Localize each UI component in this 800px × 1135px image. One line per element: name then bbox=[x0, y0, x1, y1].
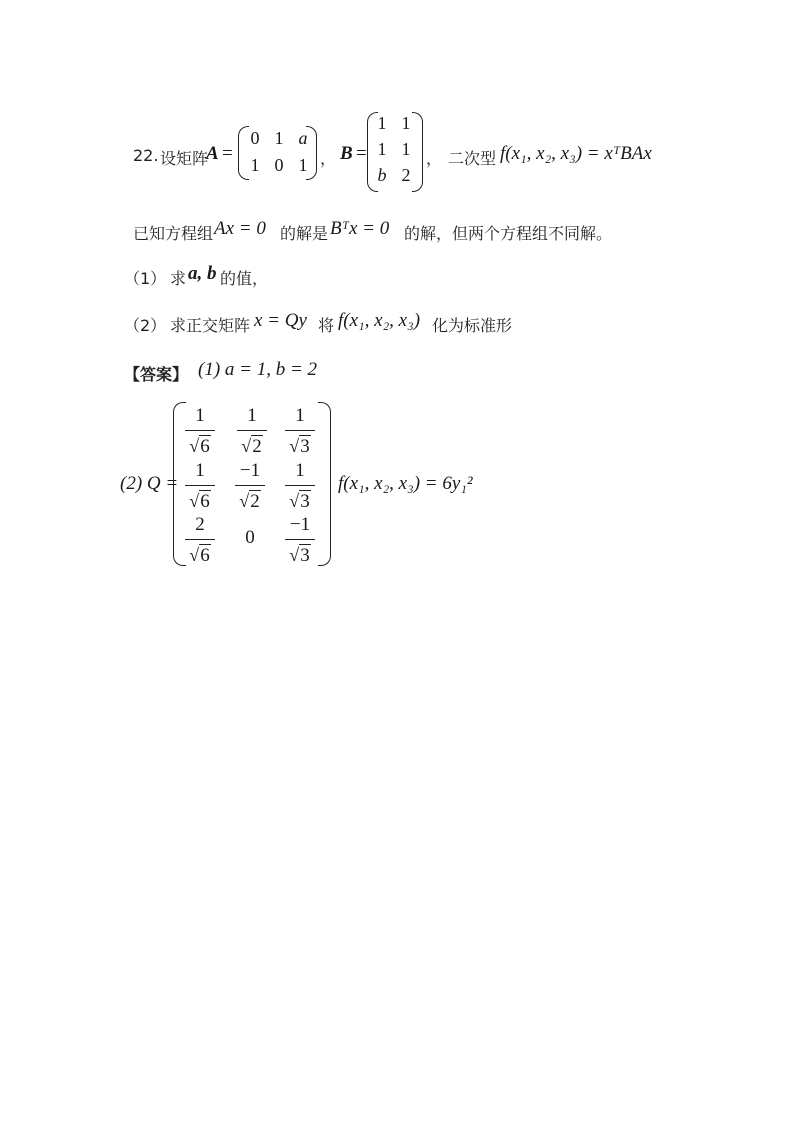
standard-form: f(x₁, x₂, x₃) = 6y₁² bbox=[338, 473, 473, 494]
condition-mid: 的解是 bbox=[280, 224, 329, 243]
matrix-b-cell: 1 bbox=[401, 139, 411, 159]
right-paren bbox=[318, 402, 331, 566]
part1-vars: a, b bbox=[188, 263, 217, 284]
q-matrix-entry: −1 √2 bbox=[226, 459, 274, 514]
part2-suffix: 化为标准形 bbox=[432, 316, 513, 335]
q-matrix-entry: 1 √6 bbox=[176, 459, 224, 514]
matrix-b-cell: 1 bbox=[377, 113, 387, 133]
comma: ， bbox=[320, 149, 337, 168]
matrix-b-cell: 2 bbox=[401, 165, 411, 185]
quadratic-label: 二次型 bbox=[448, 149, 497, 168]
quadratic-form: f(x₁, x₂, x₃) = xᵀBAx bbox=[500, 143, 652, 164]
matrix-b-cell: 1 bbox=[377, 139, 387, 159]
q-matrix-entry: 1 √3 bbox=[276, 459, 324, 514]
condition-prefix: 已知方程组 bbox=[133, 224, 214, 243]
q-matrix-entry: −1 √3 bbox=[276, 513, 324, 568]
part1-text: 求 bbox=[170, 269, 187, 288]
matrix-b-name: B bbox=[340, 143, 353, 164]
matrix-a-cell: 1 bbox=[250, 155, 260, 175]
problem-number: 22. bbox=[133, 146, 159, 165]
part2-function: f(x₁, x₂, x₃) bbox=[338, 310, 421, 331]
part2-text: 求正交矩阵 bbox=[170, 316, 251, 335]
part1-number: （1） bbox=[124, 269, 167, 288]
condition-eq2: Bᵀx = 0 bbox=[330, 218, 390, 239]
condition-suffix: 的解，但两个方程组不同解。 bbox=[404, 224, 613, 243]
matrix-a-cell: 0 bbox=[250, 128, 260, 148]
answer-part2-prefix: (2) Q = bbox=[120, 473, 179, 494]
matrix-b-cell: 1 bbox=[401, 113, 411, 133]
q-matrix-entry: 1 √6 bbox=[176, 404, 224, 459]
part2-number: （2） bbox=[124, 316, 167, 335]
matrix-a-cell: 0 bbox=[274, 155, 284, 175]
problem-intro: 设矩阵 bbox=[160, 149, 209, 168]
answer-part1: (1) a = 1, b = 2 bbox=[198, 359, 318, 380]
q-matrix-entry: 1 √2 bbox=[228, 404, 276, 459]
q-matrix-entry: 2 √6 bbox=[176, 513, 224, 568]
equals-sign: = bbox=[356, 143, 367, 164]
matrix-a-cell: a bbox=[298, 128, 308, 148]
comma: ， bbox=[426, 149, 443, 168]
right-paren bbox=[306, 126, 317, 180]
part1-suffix: 的值， bbox=[220, 269, 269, 288]
equals-sign: = bbox=[222, 143, 233, 164]
matrix-a-name: A bbox=[206, 143, 219, 164]
matrix-b-cell: b bbox=[377, 165, 387, 185]
q-matrix-entry: 0 bbox=[245, 527, 255, 548]
part2-mid: 将 bbox=[318, 316, 335, 335]
matrix-a-cell: 1 bbox=[298, 155, 308, 175]
part2-equation: x = Qy bbox=[254, 310, 307, 331]
q-matrix-entry: 1 √3 bbox=[276, 404, 324, 459]
answer-label: 【答案】 bbox=[124, 365, 189, 384]
matrix-a-cell: 1 bbox=[274, 128, 284, 148]
right-paren bbox=[412, 112, 423, 192]
condition-eq1: Ax = 0 bbox=[214, 218, 266, 239]
